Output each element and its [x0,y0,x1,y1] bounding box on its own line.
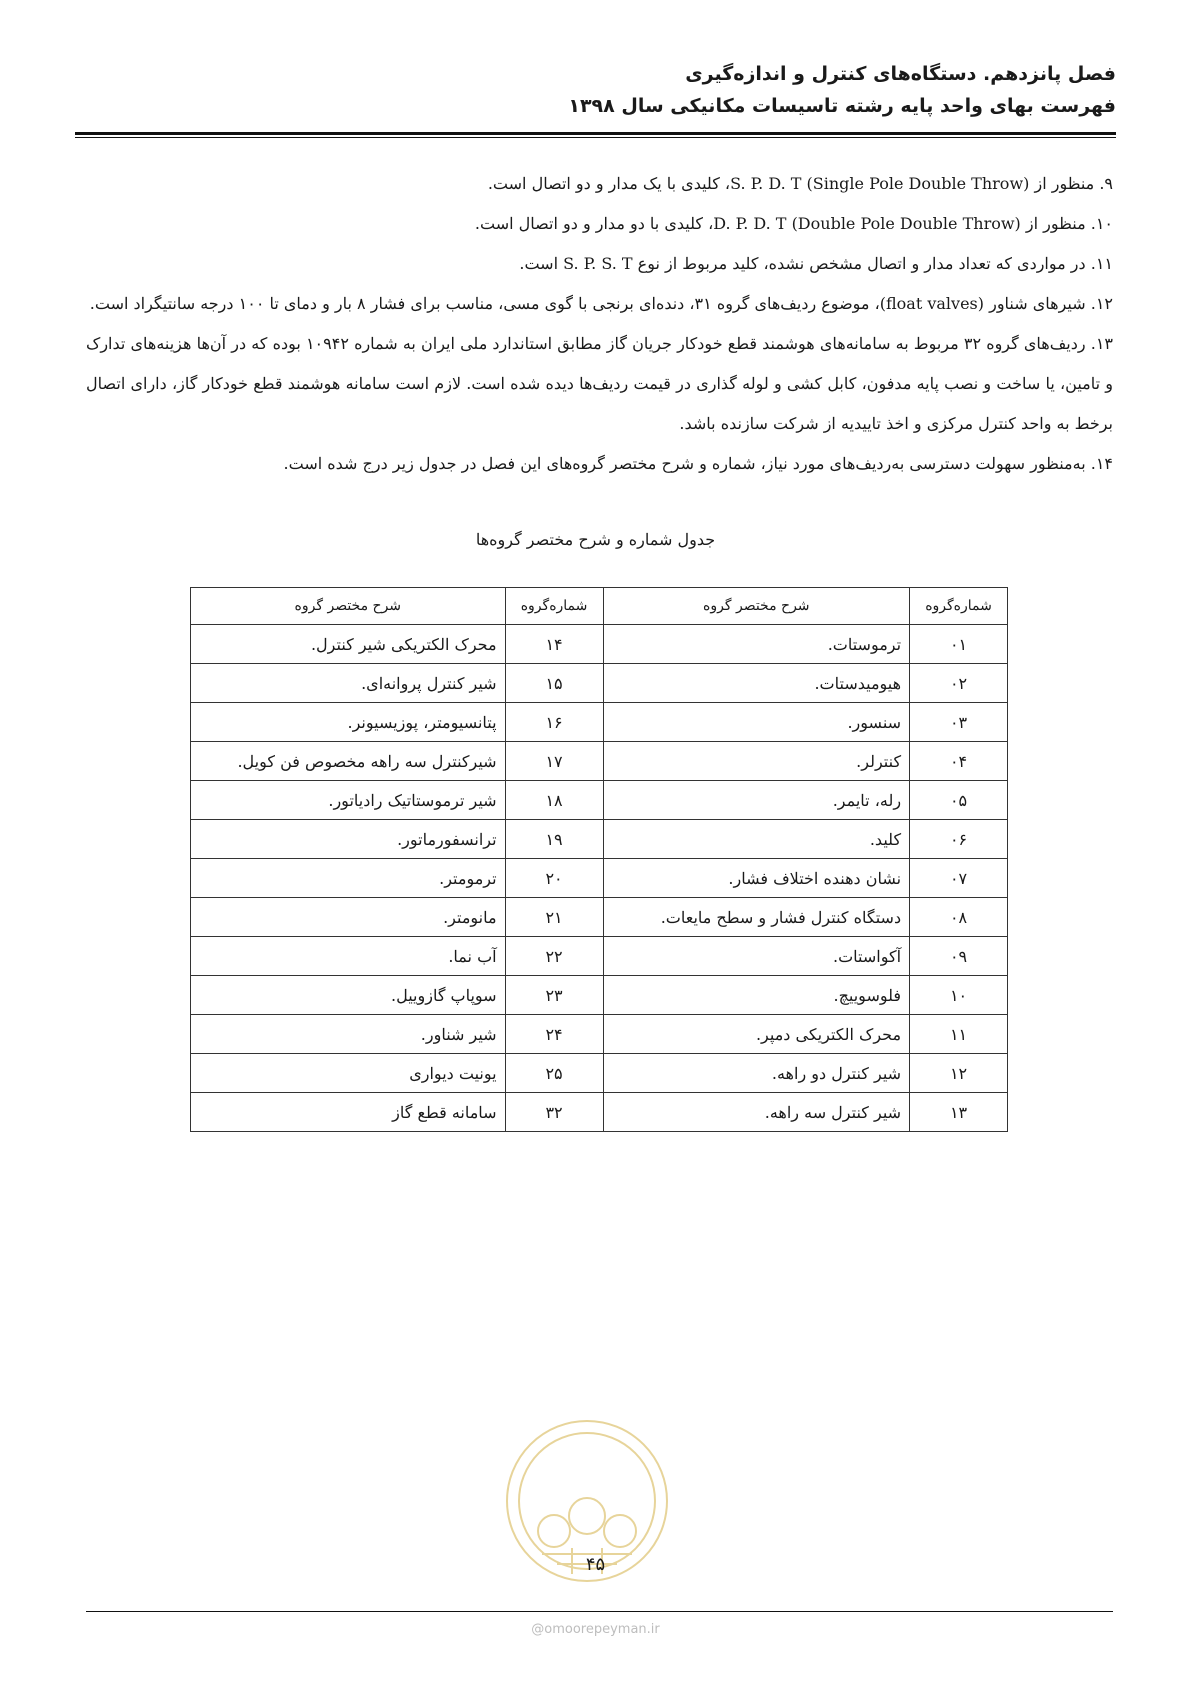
group-number-cell: ۰۸ [910,898,1008,937]
seal-inner-ring [519,1433,655,1569]
group-number-cell: ۱۰ [910,976,1008,1015]
group-number-cell: ۰۱ [910,625,1008,664]
header-group-number: شماره‌گروه [910,588,1008,625]
note-14: ۱۴. به‌منظور سهولت دسترسی به‌ردیف‌های مورد نیاز، شماره و شرح مختصر گروه‌های این فصل در جدول زیر درج شده است. [283,454,1113,473]
notes-section [86,164,1113,484]
group-number-cell: ۰۴ [910,742,1008,781]
note-12: ۱۲. شیرهای شناور (float valves)، موضوع ردیف‌های گروه ۳۱، دنده‌ای برنجی با گوی مسی، مناسب برای فشار ۸ بار و دمای تا ۱۰۰ درجه سانتیگراد است. [89,294,1113,313]
table-row [191,898,1008,937]
group-number-cell: ۱۱ [910,1015,1008,1054]
group-number-cell: ۱۴ [505,625,603,664]
table-row [191,1054,1008,1093]
table-row [191,1015,1008,1054]
group-description-cell: شیر کنترل پروانه‌ای. [191,664,506,703]
group-number-cell: ۱۳ [910,1093,1008,1132]
group-number-cell: ۲۵ [505,1054,603,1093]
table-header-row [191,588,1008,625]
note-11: ۱۱. در مواردی که تعداد مدار و اتصال مشخص نشده، کلید مربوط از نوع S. P. S. T است. [519,254,1113,273]
header-rule-thick [75,132,1116,135]
group-description-cell: رله، تایمر. [603,781,910,820]
group-number-cell: ۰۶ [910,820,1008,859]
table-row [191,1093,1008,1132]
note-13: ۱۳. ردیف‌های گروه ۳۲ مربوط به سامانه‌های هوشمند قطع خودکار جریان گاز مطابق استاندارد ملی ایران به شماره ۱۰۹۴۲ بوده که در آن‌ها هزینه‌های تدارک و تامین، یا ساخت و نصب پایه مدفون، کابل کشی و لوله گذاری در قیمت ردیف‌ها دیده شده است. لازم است سامانه هوشمند قطع خودکار گاز، دارای اتصال برخط به واحد کنترل مرکزی و اخذ تاییدیه از شرکت سازنده باشد. [86,334,1114,433]
group-number-cell: ۱۵ [505,664,603,703]
group-description-cell: کلید. [603,820,910,859]
group-description-cell: مانومتر. [191,898,506,937]
group-description-cell: سوپاپ گازوییل. [191,976,506,1015]
seal-gear-left [538,1515,570,1547]
group-number-cell: ۰۹ [910,937,1008,976]
table-row [191,703,1008,742]
group-number-cell: ۱۲ [910,1054,1008,1093]
group-description-cell: سامانه قطع گاز [191,1093,506,1132]
group-description-cell: آکواستات. [603,937,910,976]
group-number-cell: ۰۳ [910,703,1008,742]
group-description-cell: هیومیدستات. [603,664,910,703]
group-description-cell: پتانسیومتر، پوزیسیونر. [191,703,506,742]
group-description-cell: آب نما. [191,937,506,976]
group-number-cell: ۳۲ [505,1093,603,1132]
table-row [191,625,1008,664]
chapter-title: فصل پانزدهم. دستگاه‌های کنترل و اندازه‌گیری [685,63,1116,85]
group-description-cell: ترانسفورماتور. [191,820,506,859]
group-number-cell: ۱۹ [505,820,603,859]
group-description-cell: کنترلر. [603,742,910,781]
group-description-cell: شیر کنترل دو راهه. [603,1054,910,1093]
group-number-cell: ۱۸ [505,781,603,820]
table-caption: جدول شماره و شرح مختصر گروه‌ها [475,530,716,549]
table-row [191,859,1008,898]
table-row [191,664,1008,703]
table-row [191,820,1008,859]
group-description-cell: سنسور. [603,703,910,742]
header-group-number: شماره‌گروه [505,588,603,625]
group-number-cell: ۲۴ [505,1015,603,1054]
page-header [75,58,1116,122]
table-row [191,781,1008,820]
footer-rule [86,1611,1113,1612]
groups-table [190,587,1008,1132]
group-description-cell: محرک الکتریکی دمپر. [603,1015,910,1054]
group-description-cell: شیر کنترل سه راهه. [603,1093,910,1132]
group-number-cell: ۲۳ [505,976,603,1015]
group-description-cell: ترموستات. [603,625,910,664]
group-number-cell: ۰۷ [910,859,1008,898]
header-rule-thin [75,137,1116,138]
table-row [191,976,1008,1015]
group-number-cell: ۰۵ [910,781,1008,820]
page-number: ۴۵ [585,1554,606,1575]
group-description-cell: شیرکنترل سه راهه مخصوص فن کویل. [191,742,506,781]
note-9: ۹. منظور از S. P. D. T (Single Pole Double Throw)، کلیدی با یک مدار و دو اتصال است. [487,174,1113,193]
group-description-cell: فلوسوییچ. [603,976,910,1015]
group-number-cell: ۲۱ [505,898,603,937]
group-number-cell: ۱۷ [505,742,603,781]
group-number-cell: ۰۲ [910,664,1008,703]
group-description-cell: یونیت دیواری [191,1054,506,1093]
group-number-cell: ۲۲ [505,937,603,976]
note-10: ۱۰. منظور از D. P. D. T (Double Pole Double Throw)، کلیدی با دو مدار و دو اتصال است. [474,214,1113,233]
group-description-cell: دستگاه کنترل فشار و سطح مایعات. [603,898,910,937]
document-title: فهرست بهای واحد پایه رشته تاسیسات مکانیکی سال ۱۳۹۸ [568,95,1116,117]
table-row [191,937,1008,976]
group-description-cell: شیر شناور. [191,1015,506,1054]
group-number-cell: ۱۶ [505,703,603,742]
group-description-cell: محرک الکتریکی شیر کنترل. [191,625,506,664]
seal-gear-center [569,1498,605,1534]
seal-gear-right [604,1515,636,1547]
group-description-cell: نشان دهنده اختلاف فشار. [603,859,910,898]
watermark-text: @omoorepeyman.ir [531,1622,660,1637]
group-description-cell: شیر ترموستاتیک رادیاتور. [191,781,506,820]
group-number-cell: ۲۰ [505,859,603,898]
header-group-description: شرح مختصر گروه [191,588,506,625]
header-group-description: شرح مختصر گروه [603,588,910,625]
table-row [191,742,1008,781]
group-description-cell: ترمومتر. [191,859,506,898]
